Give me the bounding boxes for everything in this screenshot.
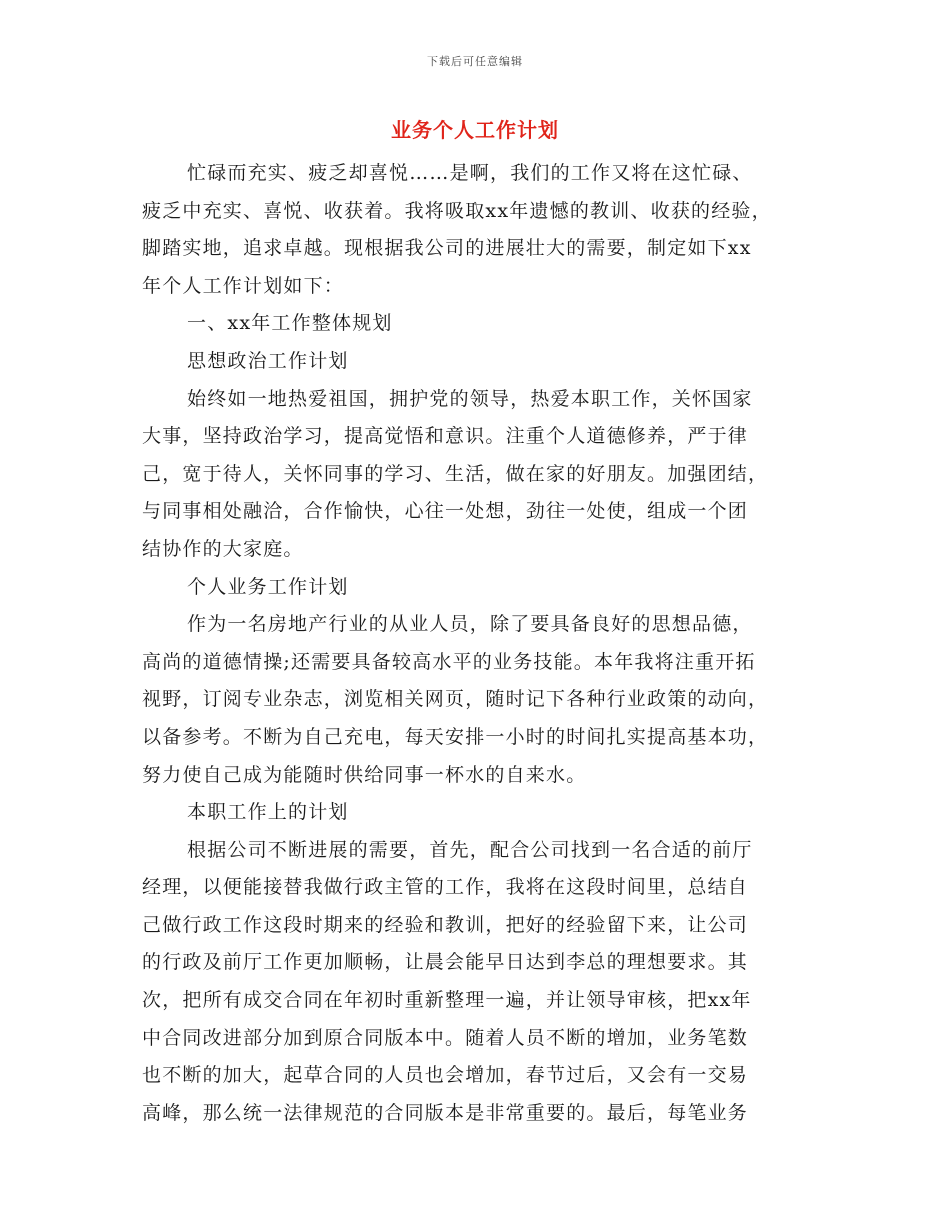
body-line: 高峰，那么统一法律规范的合同版本是非常重要的。最后，每笔业务 bbox=[142, 1101, 749, 1124]
body-line: 与同事相处融洽，合作愉快，心往一处想，劲往一处使，组成一个团 bbox=[142, 500, 749, 523]
body-line: 中合同改进部分加到原合同版本中。随着人员不断的增加，业务笔数 bbox=[142, 1026, 749, 1049]
body-line: 个人业务工作计划 bbox=[187, 575, 349, 598]
body-line: 己，宽于待人，关怀同事的学习、生活，做在家的好朋友。加强团结， bbox=[142, 462, 769, 485]
body-line: 本职工作上的计划 bbox=[187, 801, 349, 824]
document-body bbox=[142, 155, 812, 1132]
body-line: 结协作的大家庭。 bbox=[142, 537, 304, 560]
body-line: 一、xx年工作整体规划 bbox=[187, 312, 393, 335]
body-line: 脚踏实地，追求卓越。现根据我公司的进展壮大的需要，制定如下xx bbox=[142, 237, 752, 260]
body-line: 努力使自己成为能随时供给同事一杯水的自来水。 bbox=[142, 763, 587, 786]
body-line: 己做行政工作这段时期来的经验和教训，把好的经验留下来，让公司 bbox=[142, 913, 749, 936]
body-line: 根据公司不断进展的需要，首先，配合公司找到一名合适的前厅 bbox=[187, 838, 753, 861]
body-line: 经理，以便能接替我做行政主管的工作，我将在这段时间里，总结自 bbox=[142, 876, 749, 899]
header-note: 下载后可任意编辑 bbox=[427, 55, 523, 68]
body-line: 视野，订阅专业杂志，浏览相关网页，随时记下各种行业政策的动向， bbox=[142, 688, 769, 711]
body-line: 大事，坚持政治学习，提高觉悟和意识。注重个人道德修养，严于律 bbox=[142, 425, 749, 448]
body-line: 疲乏中充实、喜悦、收获着。我将吸取xx年遗憾的教训、收获的经验， bbox=[142, 199, 772, 222]
body-line: 也不断的加大，起草合同的人员也会增加，春节过后，又会有一交易 bbox=[142, 1064, 749, 1087]
body-line: 以备参考。不断为自己充电，每天安排一小时的时间扎实提高基本功， bbox=[142, 725, 769, 748]
body-line: 次，把所有成交合同在年初时重新整理一遍，并让领导审核，把xx年 bbox=[142, 989, 752, 1012]
body-line: 高尚的道德情操;还需要具备较高水平的业务技能。本年我将注重开拓 bbox=[142, 650, 756, 673]
body-line: 忙碌而充实、疲乏却喜悦……是啊，我们的工作又将在这忙碌、 bbox=[187, 162, 753, 184]
body-line: 始终如一地热爱祖国，拥护党的领导，热爱本职工作，关怀国家 bbox=[187, 387, 753, 410]
body-line: 的行政及前厅工作更加顺畅，让晨会能早日达到李总的理想要求。其 bbox=[142, 951, 749, 974]
body-line: 思想政治工作计划 bbox=[187, 349, 349, 372]
body-line: 作为一名房地产行业的从业人员，除了要具备良好的思想品德， bbox=[187, 613, 753, 636]
document-title: 业务个人工作计划 bbox=[391, 118, 559, 142]
body-line: 年个人工作计划如下： bbox=[142, 274, 345, 297]
